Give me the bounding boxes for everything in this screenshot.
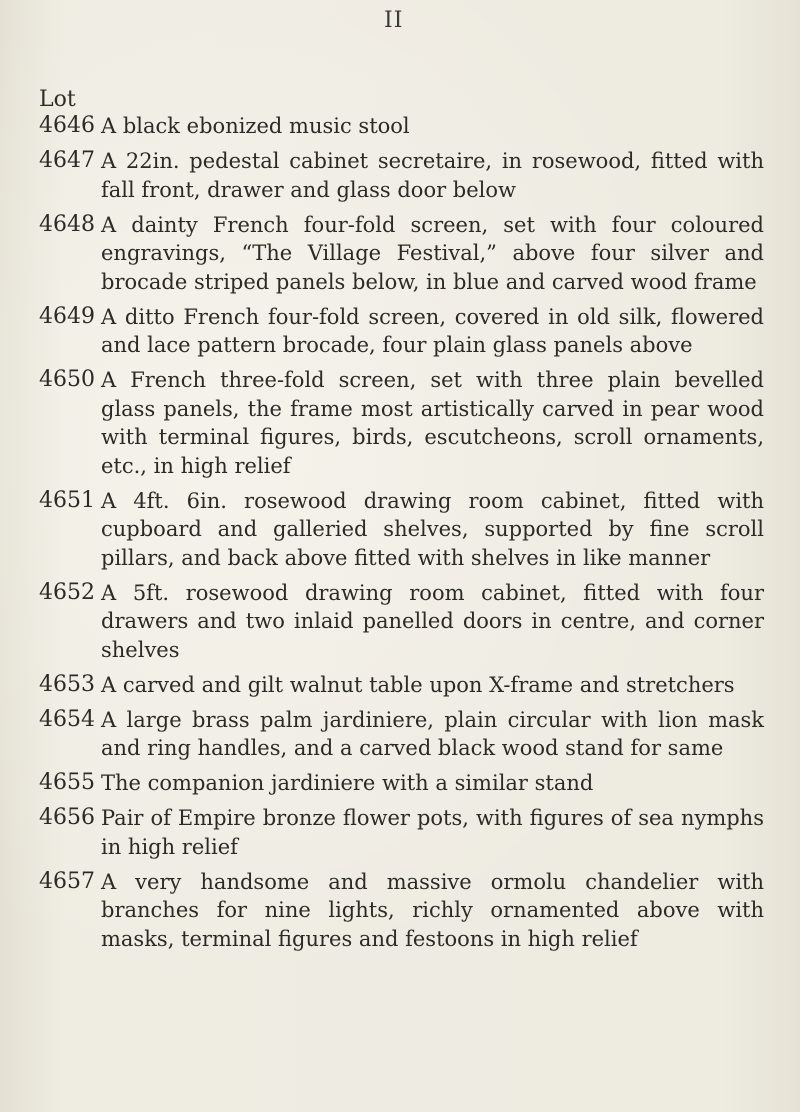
lot-entry: [39, 579, 764, 665]
lot-description: A 5ft. rosewood drawing room cabinet, fitted with four drawers and two inlaid panelled doors in centre, and corner shelves: [101, 580, 764, 662]
lot-description: A French three-fold screen, set with three plain bevelled glass panels, the frame most artistically carved in pear wood with terminal figures, birds, escutcheons, scroll ornaments, etc., in high relief: [101, 368, 764, 478]
lot-number: 4647: [39, 148, 95, 173]
lot-description: A large brass palm jardiniere, plain circular with lion mask and ring handles, and a carved black wood stand for same: [101, 707, 764, 760]
lot-description: A dainty French four-fold screen, set with four coloured engravings, “The Village Festival,” above four silver and brocade striped panels below, in blue and carved wood frame: [101, 212, 764, 294]
lot-description: A ditto French four-fold screen, covered in old silk, flowered and lace pattern brocade, four plain glass panels above: [101, 304, 764, 357]
lot-column-header: Lot: [39, 87, 76, 112]
lot-list: [39, 112, 764, 960]
lot-entry: [39, 147, 764, 204]
lot-description: A 22in. pedestal cabinet secretaire, in rosewood, fitted with fall front, drawer and glass door below: [101, 149, 764, 202]
lot-number: 4655: [39, 770, 95, 795]
lot-description: A 4ft. 6in. rosewood drawing room cabinet, fitted with cupboard and galleried shelves, supported by fine scroll pillars, and back above fitted with shelves in like manner: [101, 488, 764, 570]
lot-number: 4652: [39, 579, 95, 605]
lot-number: 4651: [39, 487, 95, 513]
lot-description: The companion jardiniere with a similar stand: [101, 771, 594, 795]
lot-number: 4654: [39, 706, 95, 732]
lot-entry: [39, 804, 764, 861]
lot-entry: [39, 211, 764, 297]
lot-number: 4648: [39, 211, 95, 237]
lot-description: Pair of Empire bronze flower pots, with figures of sea nymphs in high relief: [101, 806, 764, 859]
lot-entry: [39, 303, 764, 360]
lot-number: 4656: [39, 805, 95, 830]
lot-entry: [39, 868, 764, 954]
lot-description: A very handsome and massive ormolu chandelier with branches for nine lights, richly ornamented above with masks, terminal figures and festoons in high relief: [101, 869, 764, 951]
lot-description: A carved and gilt walnut table upon X-frame and stretchers: [101, 672, 735, 697]
lot-entry: [39, 671, 764, 700]
lot-number: 4649: [39, 303, 95, 329]
lot-number: 4657: [39, 868, 95, 894]
lot-entry: [39, 769, 764, 798]
lot-entry: [39, 366, 764, 480]
lot-entry: [39, 112, 764, 141]
lot-description: A black ebonized music stool: [101, 114, 410, 138]
lot-entry: [39, 706, 764, 763]
lot-number: 4650: [39, 367, 95, 392]
page-number: II: [384, 8, 404, 33]
lot-number: 4653: [39, 671, 95, 697]
lot-entry: [39, 487, 764, 573]
lot-number: 4646: [39, 113, 95, 138]
